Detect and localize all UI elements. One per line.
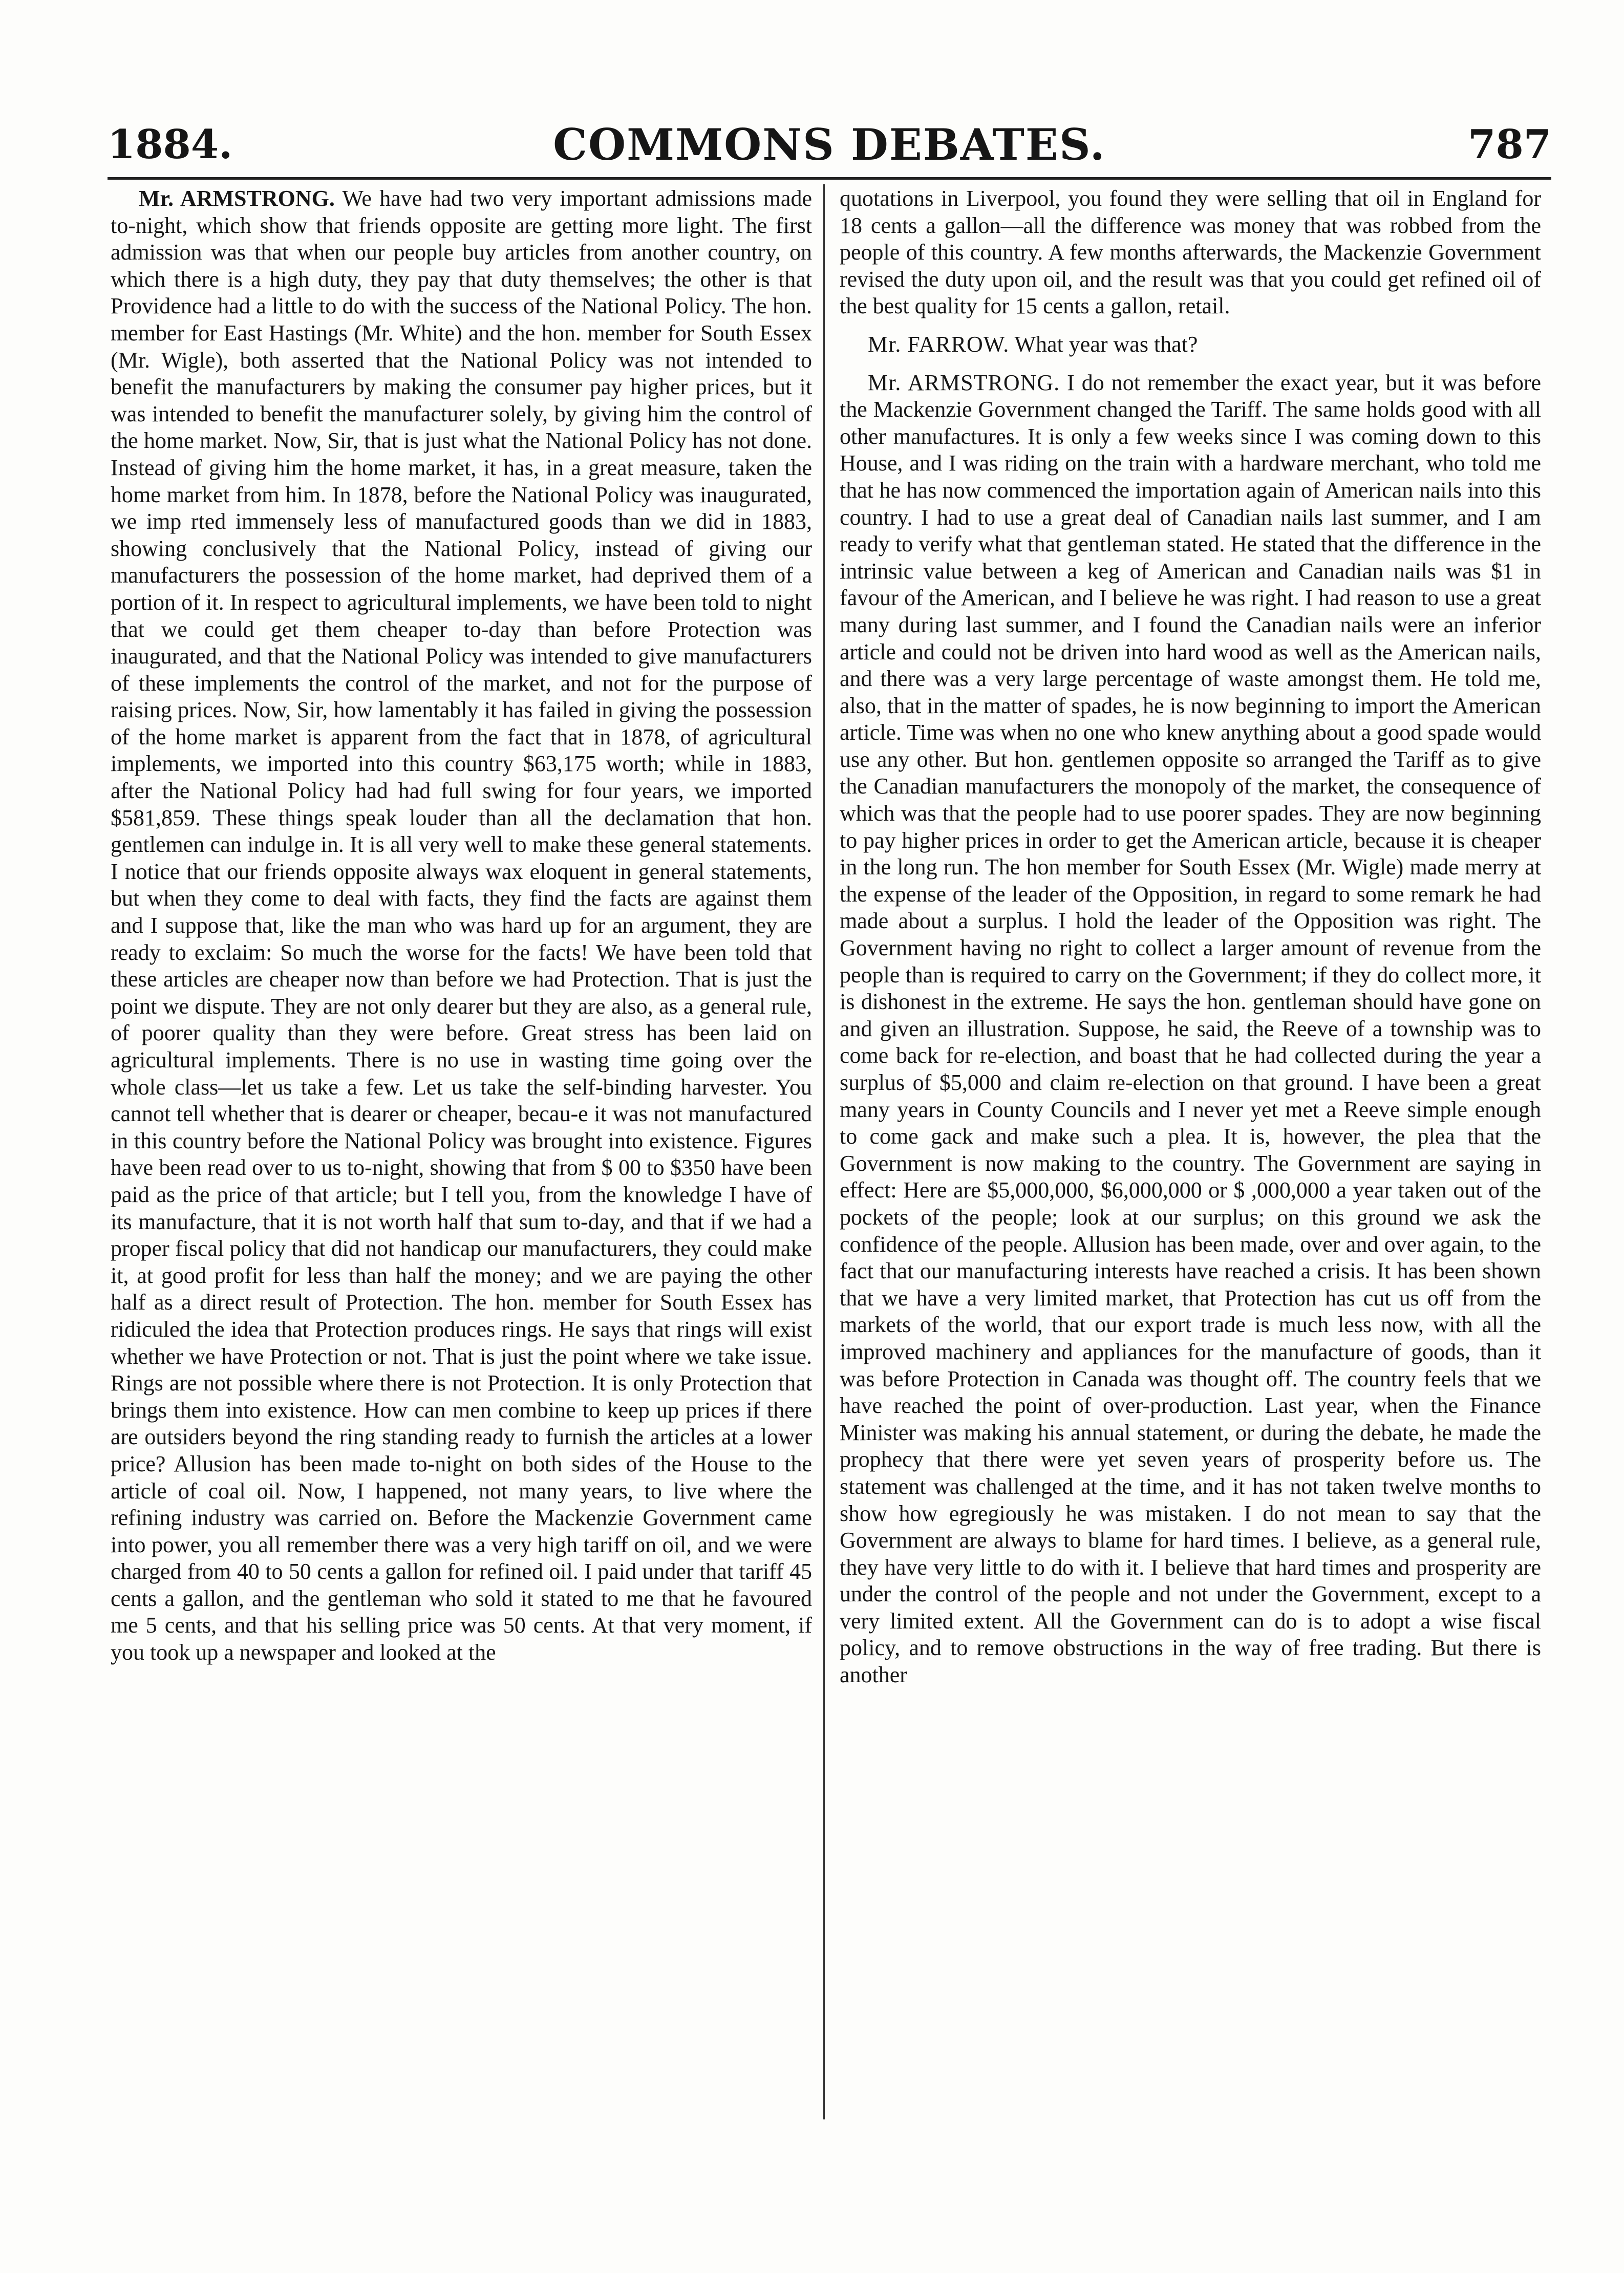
armstrong-speech-1 <box>111 185 812 1666</box>
speaker-name: Mr. ARMSTRONG. <box>139 186 335 211</box>
right-column <box>840 185 1541 1689</box>
farrow-interjection <box>840 331 1541 358</box>
left-column <box>111 185 812 1666</box>
column-divider <box>823 184 825 2119</box>
speech-text: We have had two very important admissions made to-night, which show that friends opposite are getting more light. The first admission was that when our people buy articles from another country, on which there is a high duty, they pay that duty themselves; the other is that Providence had a little to do with the success of the National Policy. The hon. member for East Hastings (Mr. White) and the hon. member for South Essex (Mr. Wigle), both asserted that the National Policy was not intended to benefit the manufacturers by making the consumer pay higher prices, but it was intended to benefit the manufacturer solely, by giving him the control of the home market. Now, Sir, that is just what the National Policy has not done. Instead of giving him the home market, it has, in a great measure, taken the home market from him. In 1878, before the National Policy was inaugurated, we imp rted immensely less of manufactured goods than we did in 1883, showing conclusively that the National Policy, instead of giving our manufacturers the possession of the home market, had deprived them of a portion of it. In respect to agricultural implements, we have been told to night that we could get them cheaper to-day than before Protection was inaugurated, and that the National Policy was intended to give manufacturers of these implements the control of the market, and not for the purpose of raising prices. Now, Sir, how lamentably it has failed in giving the possession of the home market is apparent from the fact that in 1878, of agricultural implements, we imported into this country $63,175 worth; while in 1883, after the National Policy had had full swing for four years, we imported $581,859. These things speak louder than all the declamation that hon. gentlemen can indulge in. It is all very well to make these general statements. I notice that our friends opposite always wax eloquent in general statements, but when they come to deal with facts, they find the facts are against them and I suppose that, like the man who was hard up for an argument, they are ready to exclaim: So much the worse for the facts! We have been told that these articles are cheaper now than before we had Protection. That is just the point we dispute. They are not only dearer but they are also, as a general rule, of poorer quality than they were before. Great stress has been laid on agricultural implements. There is no use in wasting time going over the whole class—let us take a few. Let us take the self-binding harvester. You cannot tell whether that is dearer or cheaper, becau-e it was not manufactured in this country before the National Policy was brought into existence. Figures have been read over to us to-night, showing that from $ 00 to $350 have been paid as the price of that article; but I tell you, from the knowledge I have of its manufacture, that it is not worth half that sum to-day, and that if we had a proper fiscal policy that did not handicap our manufacturers, they could make it, at good profit for less than half the money; and we are paying the other half as a direct result of Protection. The hon. member for South Essex has ridiculed the idea that Protection produces rings. He says that rings will exist whether we have Protection or not. That is just the point where we take issue. Rings are not possible where there is not Protection. It is only Protection that brings them into existence. How can men combine to keep up prices if there are outsiders beyond the ring standing ready to furnish the articles at a lower price? Allusion has been made to-night on both sides of the House to the article of coal oil. Now, I happened, not many years, to live where the refining industry was carried on. Before the Mackenzie Government came into power, you all remember there was a very high tariff on oil, and we were charged from 40 to 50 cents a gallon for refined oil. I paid under that tariff 45 cents a gallon, and the gentleman who sold it stated to me that he favoured me 5 cents, and that his selling price was 50 cents. At that very moment, if you took up a newspaper and looked at the <box>111 186 812 1665</box>
speech-continuation: quotations in Liverpool, you found they were selling that oil in England for 18 cents a gallon—all the difference was money that was robbed from the people of this country. A few months afterwards, the Mackenzie Government revised the duty upon oil, and the result was that you could get refined oil of the best quality for 15 cents a gallon, retail. <box>840 186 1541 319</box>
header-year: 1884. <box>108 121 233 168</box>
speaker-name: Mr. ARMSTRONG. <box>868 370 1060 395</box>
speech-text: I do not remember the exact year, but it was before the Mackenzie Government changed the Tariff. The same holds good with all other manufactures. It is only a few weeks since I was coming down to this House, and I was riding on the train with a hardware merchant, who told me that he has now commenced the importation again of American nails into this country. I had to use a great deal of Canadian nails last summer, and I am ready to verify what that gentleman stated. He stated that the difference in the intrinsic value between a keg of American and Canadian nails was $1 in favour of the American, and I believe he was right. I had reason to use a great many during last summer, and I found the Canadian nails were an inferior article and could not be driven into hard wood as well as the American nails, and there was a very large percentage of waste amongst them. He told me, also, that in the matter of spades, he is now beginning to import the American article. Time was when no one who knew anything about a good spade would use any other. But hon. gentlemen opposite so arranged the Tariff as to give the Canadian manufacturers the monopoly of the market, the consequence of which was that the people had to use poorer spades. They are now beginning to pay higher prices in order to get the American article, because it is cheaper in the long run. The hon member for South Essex (Mr. Wigle) made merry at the expense of the leader of the Opposition, in regard to some remark he had made about a surplus. I hold the leader of the Opposition was right. The Government having no right to collect a larger amount of revenue from the people than is required to carry on the Government; if they do collect more, it is dishonest in the extreme. He says the hon. gentleman should have gone on and given an illustration. Suppose, he said, the Reeve of a township was to come back for re-election, and boast that he had collected during the year a surplus of $5,000 and claim re-election on that ground. I have been a great many years in County Councils and I never yet met a Reeve simple enough to come gack and make such a plea. It is, however, the plea that the Government is now making to the country. The Government are saying in effect: Here are $5,000,000, $6,000,000 or $ ,000,000 a year taken out of the pockets of the people; look at our surplus; on this ground we ask the confidence of the people. Allusion has been made, over and over again, to the fact that our manufacturing interests have reached a crisis. It has been shown that we have a very limited market, that Protection has cut us off from the markets of the world, that our export trade is much less now, with all the improved machinery and appliances for the manufacture of goods, than it was before Protection in Canada was thought off. The country feels that we have reached the point of over-production. Last year, when the Finance Minister was making his annual statement, or during the debate, he made the prophecy that there were yet seven years of prosperity before us. The statement was challenged at the time, and it has not taken twelve months to show how egregiously he was mistaken. I do not mean to say that the Government are always to blame for hard times. I believe, as a general rule, they have very little to do with it. I believe that hard times and prosperity are under the control of the people and not under the Government, except to a very limited extent. All the Government can do is to adopt a wise fiscal policy, and to remove obstructions in the way of free trading. But there is another <box>840 370 1541 1688</box>
speech-text: What year was that? <box>1014 331 1198 357</box>
page-number: 787 <box>1468 121 1551 168</box>
speaker-name: Mr. FARROW. <box>868 331 1010 357</box>
page-title: COMMONS DEBATES. <box>553 119 1106 170</box>
header-rule <box>108 177 1551 180</box>
armstrong-speech-2 <box>840 370 1541 1689</box>
page-header <box>108 117 1551 173</box>
